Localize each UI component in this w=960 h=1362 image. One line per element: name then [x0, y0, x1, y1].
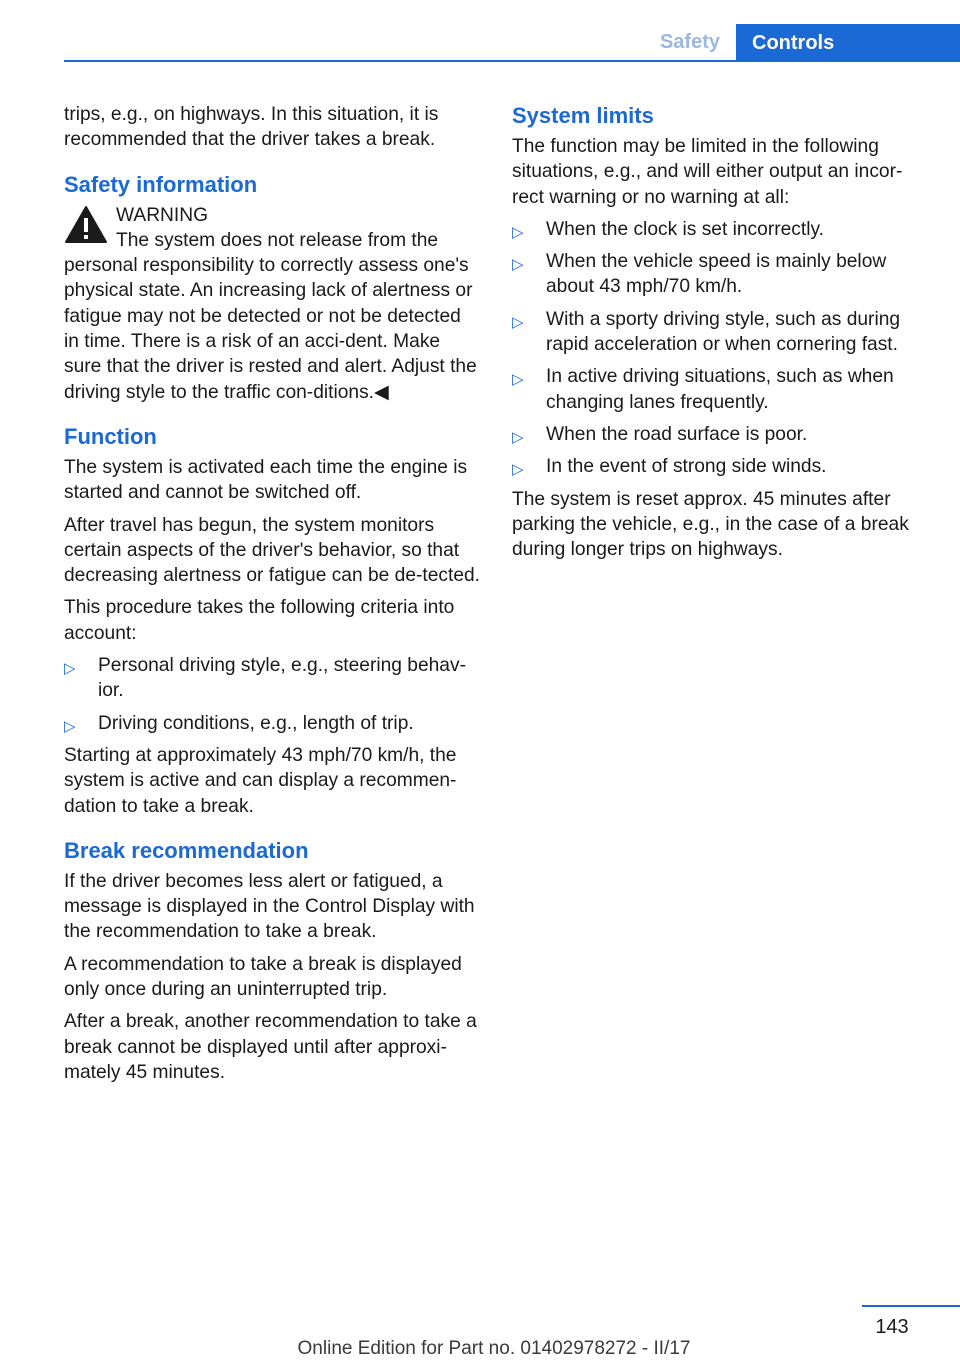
triangle-bullet-icon: ▷	[512, 256, 524, 274]
triangle-bullet-icon: ▷	[512, 223, 524, 241]
triangle-bullet-icon: ▷	[512, 461, 524, 479]
triangle-bullet-icon: ▷	[512, 428, 524, 446]
list-item: ▷ In active driving situations, such as when changing lanes frequently.	[512, 366, 894, 413]
safety-information-heading: Safety information	[64, 171, 258, 197]
page-number: 143	[875, 1316, 909, 1338]
list-item: ▷ When the road surface is poor.	[512, 422, 920, 447]
break-recommendation-heading: Break recommendation	[64, 837, 309, 863]
tab-safety[interactable]: Safety	[659, 30, 720, 53]
function-paragraph-2: After travel has begun, the system monitors certain aspects of the driver's behavior, so that decreasing alertness or fatigue can be de-tected.	[64, 514, 480, 587]
limits-paragraph-2: The system is reset approx. 45 minutes after parking the vehicle, e.g., in the case of a break during longer trips on highways.	[512, 488, 909, 561]
warning-triangle-icon	[64, 205, 108, 245]
break-paragraph-2: A recommendation to take a break is displayed only once during an uninterrupted trip.	[64, 953, 462, 1001]
list-item: ▷ When the vehicle speed is mainly below about 43 mph/70 km/h.	[512, 251, 887, 298]
intro-paragraph: trips, e.g., on highways. In this situation, it is recommended that the driver takes a break.	[64, 104, 439, 151]
system-limits-heading: System limits	[512, 103, 654, 128]
break-paragraph-3: After a break, another recommendation to take a break cannot be displayed until after approxi-mately 45 minutes.	[64, 1011, 477, 1083]
warning-block	[64, 203, 480, 405]
function-heading: Function	[64, 423, 157, 449]
function-paragraph-4: Starting at approximately 43 mph/70 km/h, the system is active and can display a recommen-dation to take a break.	[64, 744, 457, 817]
triangle-bullet-icon: ▷	[64, 717, 76, 735]
warning-label: WARNING	[116, 204, 209, 226]
right-column	[512, 102, 920, 569]
criteria-list	[64, 653, 480, 736]
triangle-bullet-icon: ▷	[512, 371, 524, 389]
limits-paragraph-1: The function may be limited in the following situations, e.g., and will either output an incor-rect warning or no warning at all:	[512, 136, 903, 208]
triangle-bullet-icon: ▷	[512, 313, 524, 331]
triangle-bullet-icon: ▷	[64, 660, 76, 678]
list-item: ▷ When the clock is set incorrectly.	[512, 217, 920, 242]
left-column	[64, 102, 480, 1092]
function-paragraph-1: The system is activated each time the engine is started and cannot be switched off.	[64, 456, 468, 504]
limits-list	[512, 217, 920, 480]
list-item: ▷ Driving conditions, e.g., length of trip.	[64, 711, 480, 736]
break-paragraph-1: If the driver becomes less alert or fatigued, a message is displayed in the Control Display with the recommendation to take a break.	[64, 870, 475, 943]
warning-text: The system does not release from the personal responsibility to correctly assess one's physical state. An increasing lack of alertness or fatigue may not be detected or not be detected in time. There is a risk of an acci-dent. Make sure that the driver is rested and alert. Adjust the driving style to the traffic con-ditions.◀	[64, 229, 477, 403]
list-item: ▷ With a sporty driving style, such as during rapid acceleration or when cornering fast.	[512, 308, 901, 356]
list-item: ▷ Personal driving style, e.g., steering behav-ior.	[64, 655, 466, 702]
edition-footer: Online Edition for Part no. 01402978272 - II/17	[297, 1338, 691, 1359]
footer-rule	[862, 1305, 960, 1307]
list-item: ▷ In the event of strong side winds.	[512, 454, 920, 479]
tab-controls[interactable]: Controls	[736, 24, 960, 62]
function-paragraph-3: This procedure takes the following criteria into account:	[64, 597, 455, 644]
